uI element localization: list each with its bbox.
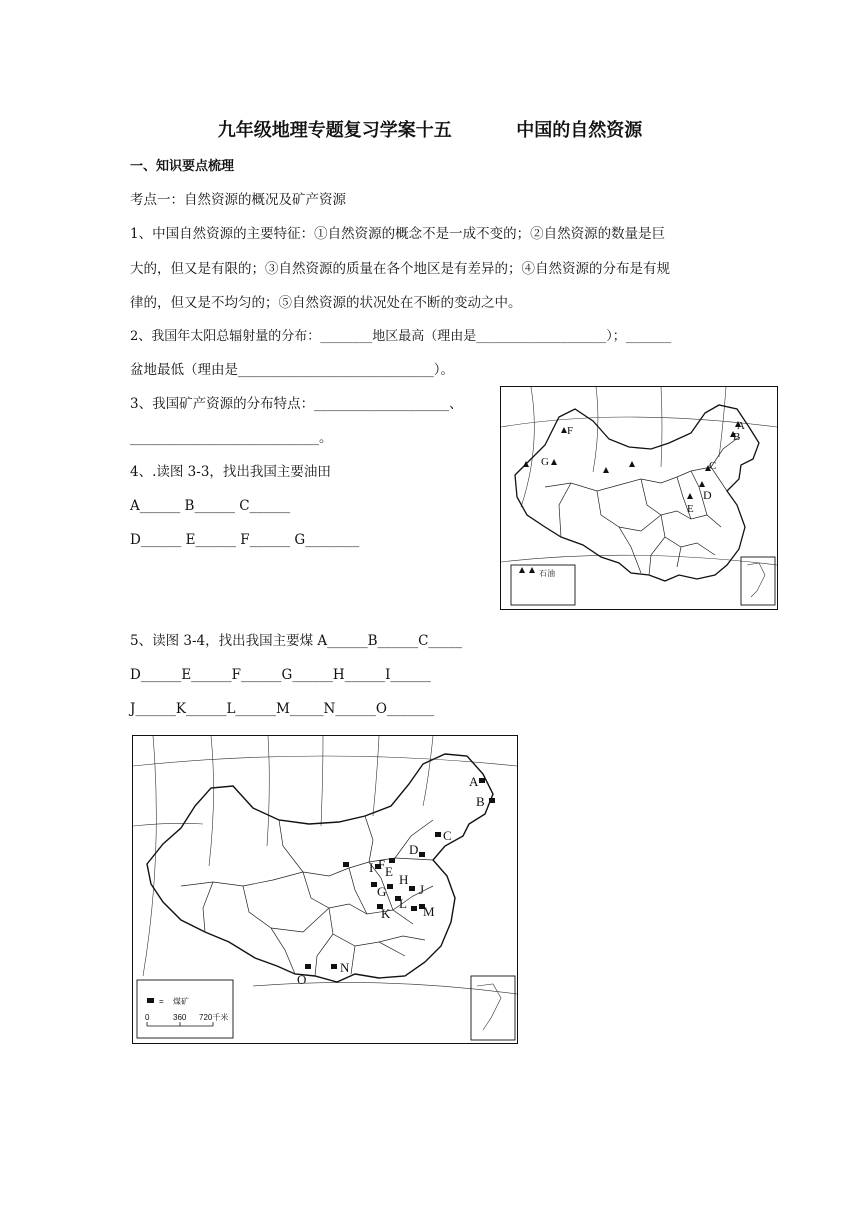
coal-label-d: D	[409, 842, 419, 857]
oil-field-map	[500, 386, 778, 610]
q2-line1: 2、我国年太阳总辐射量的分布：________地区最高（理由是____________________）；_______	[130, 329, 672, 344]
oil-label-f: F	[567, 425, 574, 437]
coal-label-j: J	[419, 882, 425, 897]
q4-line1: 4、.读图 3-3，找出我国主要油田	[130, 464, 331, 480]
q3-line2: ____________________________。	[130, 430, 333, 446]
coal-label-l: L	[399, 896, 407, 911]
coal-label-f: F	[378, 857, 386, 872]
coal-scale-2: 720千米	[199, 1013, 229, 1022]
q3-line1: 3、我国矿产资源的分布特点：____________________、	[130, 396, 463, 412]
q4-line2: A______ B______ C______	[130, 498, 291, 514]
oil-label-a: A	[737, 420, 745, 432]
coal-label-b: B	[476, 794, 485, 809]
q2-line2: 盆地最低（理由是_____________________________）。	[130, 362, 454, 378]
oil-label-e: E	[687, 503, 694, 515]
section-heading: 一、知识要点梳理	[130, 159, 235, 174]
q5-line1: 5、读图 3-4，找出我国主要煤 A______B______C_____	[130, 633, 463, 649]
coal-legend-sep: =	[159, 997, 164, 1006]
q5-line3: J______K______L______M_____N______O_______	[130, 701, 435, 717]
coal-scale-0: 0	[145, 1013, 150, 1022]
oil-label-b: B	[733, 431, 741, 443]
coal-label-k: K	[381, 906, 391, 921]
page-title	[0, 116, 860, 142]
coal-label-e: E	[385, 864, 393, 879]
kaodian-heading: 考点一：自然资源的概况及矿产资源	[130, 192, 346, 208]
oil-label-c: C	[709, 460, 717, 472]
q1-line3: 律的，但又是不均匀的；⑤自然资源的状况处在不断的变动之中。	[130, 295, 522, 311]
coal-label-n: N	[340, 960, 350, 975]
coal-label-g: G	[377, 884, 387, 899]
q1-line1: 1、中国自然资源的主要特征：①自然资源的概念不是一成不变的；②自然资源的数量是巨	[130, 226, 666, 242]
oil-legend-label: 石油	[539, 569, 555, 578]
coal-label-o: O	[297, 972, 307, 987]
coal-label-i: I	[369, 860, 374, 875]
coal-label-m: M	[423, 904, 435, 919]
q1-line2: 大的，但又是有限的；③自然资源的质量在各个地区是有差异的；④自然资源的分布是有规	[130, 261, 670, 277]
coal-scale-1: 360	[173, 1013, 187, 1022]
oil-label-g: G	[541, 456, 549, 468]
coal-label-h: H	[399, 872, 409, 887]
coal-label-a: A	[469, 774, 479, 789]
coal-legend-label: 煤矿	[173, 997, 189, 1006]
q5-line2: D______E______F______G______H______I______	[130, 667, 431, 683]
title-main: 九年级地理专题复习学案十五	[217, 120, 452, 141]
coal-label-c: C	[443, 828, 452, 843]
coal-mine-map	[132, 735, 518, 1044]
oil-label-d: D	[703, 488, 712, 502]
q4-line3: D______ E______ F______ G________	[130, 532, 360, 548]
title-sub: 中国的自然资源	[516, 120, 643, 141]
